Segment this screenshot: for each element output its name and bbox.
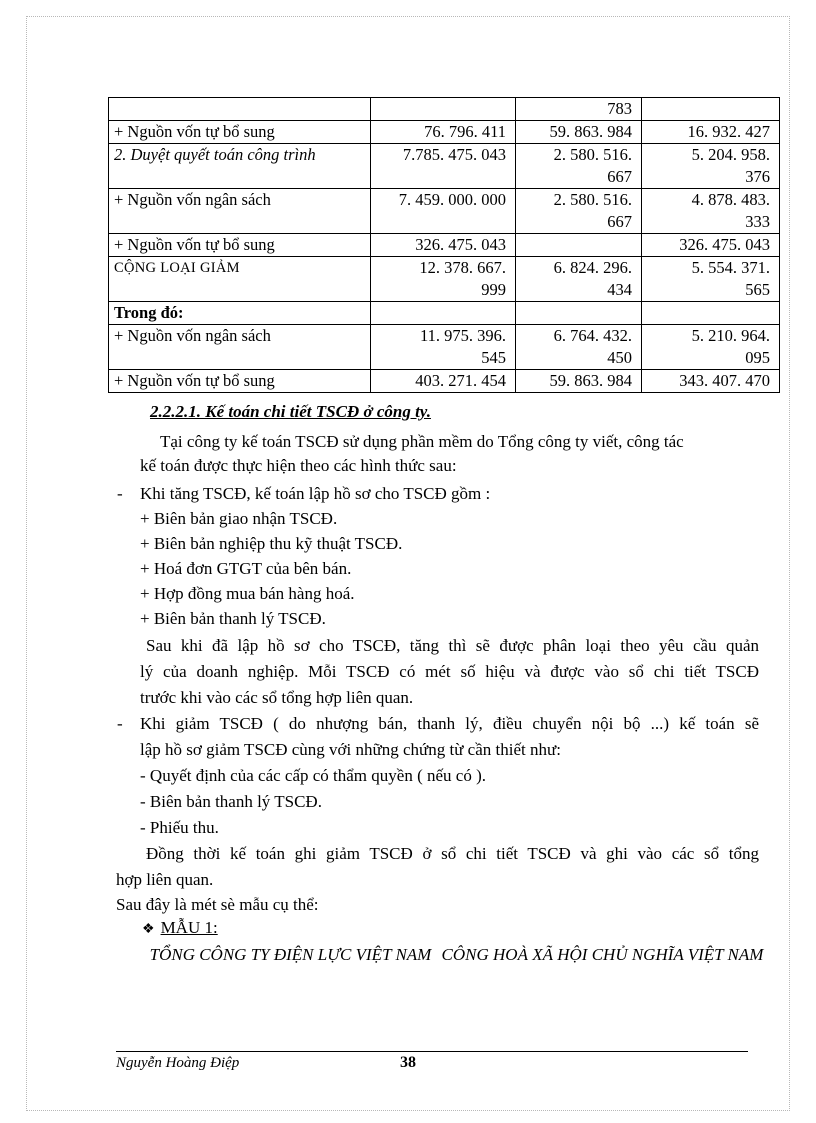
- footer-author: Nguyễn Hoàng Điệp: [116, 1055, 240, 1071]
- table-row: [109, 189, 780, 234]
- footer-divider: [116, 1051, 748, 1052]
- paragraph-line: trước khi vào các sổ tổng hợp liên quan.: [140, 688, 414, 707]
- amount-cell: [371, 121, 516, 144]
- amount-value: 59. 863. 984: [549, 371, 632, 390]
- intro-line-1: Tại công ty kế toán TSCĐ sử dụng phần mềm do Tổng công ty viết, công tác: [160, 432, 684, 451]
- table-row: [109, 98, 780, 121]
- amount-value: 2. 580. 516.: [553, 190, 632, 209]
- section-heading: 2.2.2.1. Kế toán chi tiết TSCĐ ở công ty.: [150, 402, 431, 421]
- amount-cell: [371, 325, 516, 370]
- amount-value-continued: 376: [745, 167, 770, 186]
- decrease-item: - Phiếu thu.: [140, 818, 219, 837]
- table-row: [109, 257, 780, 302]
- decrease-item: - Biên bản thanh lý TSCĐ.: [140, 792, 322, 811]
- amount-value: 76. 796. 411: [424, 122, 506, 141]
- republic-header: CÔNG HOÀ XÃ HỘI CHỦ NGHĨA VIỆT NAM: [441, 945, 764, 964]
- dash-marker: -: [117, 484, 123, 503]
- paragraph-line: Sau đây là mét sè mẫu cụ thể:: [116, 895, 319, 914]
- increase-item: + Biên bản giao nhận TSCĐ.: [140, 509, 338, 528]
- decrease-item: - Quyết định của các cấp có thẩm quyền ( nếu có ).: [140, 766, 486, 785]
- table-row: [109, 302, 780, 325]
- amount-cell: [371, 98, 516, 121]
- amount-value-continued: 667: [607, 167, 632, 186]
- amount-cell: [371, 189, 516, 234]
- amount-value: 11. 975. 396.: [419, 326, 506, 345]
- decrease-line-1: Khi giảm TSCĐ ( do nhượng bán, thanh lý, điều chuyển nội bộ ...) kế toán sẽ: [140, 714, 759, 733]
- increase-intro: Khi tăng TSCĐ, kế toán lập hồ sơ cho TSCĐ gồm :: [140, 484, 491, 503]
- paragraph-line: Sau khi đã lập hồ sơ cho TSCĐ, tăng thì sẽ được phân loại theo yêu cầu quản: [146, 636, 759, 655]
- amount-cell: [642, 121, 780, 144]
- amount-cell: [371, 257, 516, 302]
- amount-value: 5. 554. 371.: [691, 258, 770, 277]
- dash-marker: -: [117, 714, 123, 733]
- sample-title: MẪU 1:: [160, 918, 218, 937]
- amount-cell: [642, 325, 780, 370]
- increase-item: + Biên bản nghiệp thu kỹ thuật TSCĐ.: [140, 534, 403, 553]
- amount-cell: [642, 98, 780, 121]
- amount-cell: [642, 189, 780, 234]
- table-row: [109, 325, 780, 370]
- amount-cell: [371, 302, 516, 325]
- row-label: + Nguồn vốn ngân sách: [109, 325, 371, 370]
- amount-value: 326. 475. 043: [679, 235, 770, 254]
- table-row: [109, 121, 780, 144]
- row-label: + Nguồn vốn tự bổ sung: [109, 370, 371, 393]
- amount-value-continued: 999: [481, 280, 506, 299]
- amount-value: 783: [607, 99, 632, 118]
- amount-cell: [642, 370, 780, 393]
- paragraph-line: Đồng thời kế toán ghi giảm TSCĐ ở sổ chi tiết TSCĐ và ghi vào các sổ tổng: [146, 844, 759, 863]
- amount-cell: [516, 325, 642, 370]
- intro-line-2: kế toán được thực hiện theo các hình thức sau:: [140, 456, 457, 475]
- amount-value-continued: 545: [481, 348, 506, 367]
- diamond-icon: ❖: [142, 922, 155, 937]
- amount-cell: [516, 370, 642, 393]
- amount-value: 6. 824. 296.: [553, 258, 632, 277]
- amount-value: 12. 378. 667.: [419, 258, 506, 277]
- company-header: TỔNG CÔNG TY ĐIỆN LỰC VIỆT NAM: [149, 945, 432, 964]
- amount-cell: [371, 370, 516, 393]
- amount-cell: [371, 234, 516, 257]
- increase-item: + Hoá đơn GTGT của bên bán.: [140, 559, 352, 578]
- table-row: [109, 144, 780, 189]
- table-row: [109, 370, 780, 393]
- amount-value-continued: 333: [745, 212, 770, 231]
- row-label: 2. Duyệt quyết toán công trình: [109, 144, 371, 189]
- row-label: + Nguồn vốn tự bổ sung: [109, 121, 371, 144]
- financial-table: [108, 97, 780, 393]
- amount-value: 5. 210. 964.: [691, 326, 770, 345]
- page-number: 38: [400, 1054, 416, 1071]
- row-label: CỘNG LOẠI GIẢM: [109, 257, 371, 302]
- amount-cell: [642, 234, 780, 257]
- amount-value: 5. 204. 958.: [691, 145, 770, 164]
- row-label: + Nguồn vốn ngân sách: [109, 189, 371, 234]
- amount-value-continued: 095: [745, 348, 770, 367]
- decrease-line-2: lập hồ sơ giảm TSCĐ cùng với những chứng từ cần thiết như:: [140, 740, 561, 759]
- amount-value: 7.785. 475. 043: [402, 145, 506, 164]
- amount-cell: [516, 144, 642, 189]
- amount-value: 59. 863. 984: [549, 122, 632, 141]
- amount-cell: [642, 302, 780, 325]
- sample-label: [142, 918, 218, 938]
- increase-item: + Biên bản thanh lý TSCĐ.: [140, 609, 326, 628]
- amount-value: 7. 459. 000. 000: [398, 190, 506, 209]
- amount-cell: [516, 302, 642, 325]
- amount-cell: [516, 234, 642, 257]
- amount-cell: [371, 144, 516, 189]
- amount-cell: [516, 257, 642, 302]
- amount-value: 343. 407. 470: [679, 371, 770, 390]
- amount-cell: [642, 257, 780, 302]
- amount-cell: [642, 144, 780, 189]
- increase-item: + Hợp đồng mua bán hàng hoá.: [140, 584, 355, 603]
- paragraph-line: lý của doanh nghiệp. Mỗi TSCĐ có mét số hiệu và được vào sổ chi tiết TSCĐ: [140, 662, 759, 681]
- amount-value: 16. 932. 427: [687, 122, 770, 141]
- amount-value-continued: 450: [607, 348, 632, 367]
- table-row: [109, 234, 780, 257]
- row-label: Trong đó:: [109, 302, 371, 325]
- amount-cell: [516, 98, 642, 121]
- amount-value-continued: 667: [607, 212, 632, 231]
- amount-value: 6. 764. 432.: [553, 326, 632, 345]
- paragraph-line: hợp liên quan.: [116, 870, 214, 889]
- amount-value: 4. 878. 483.: [691, 190, 770, 209]
- table-body: [109, 98, 780, 393]
- row-label: [109, 98, 371, 121]
- amount-cell: [516, 121, 642, 144]
- amount-value: 326. 475. 043: [415, 235, 506, 254]
- row-label: + Nguồn vốn tự bổ sung: [109, 234, 371, 257]
- amount-value: 403. 271. 454: [415, 371, 506, 390]
- amount-value: 2. 580. 516.: [553, 145, 632, 164]
- amount-value-continued: 434: [607, 280, 632, 299]
- amount-value-continued: 565: [745, 280, 770, 299]
- amount-cell: [516, 189, 642, 234]
